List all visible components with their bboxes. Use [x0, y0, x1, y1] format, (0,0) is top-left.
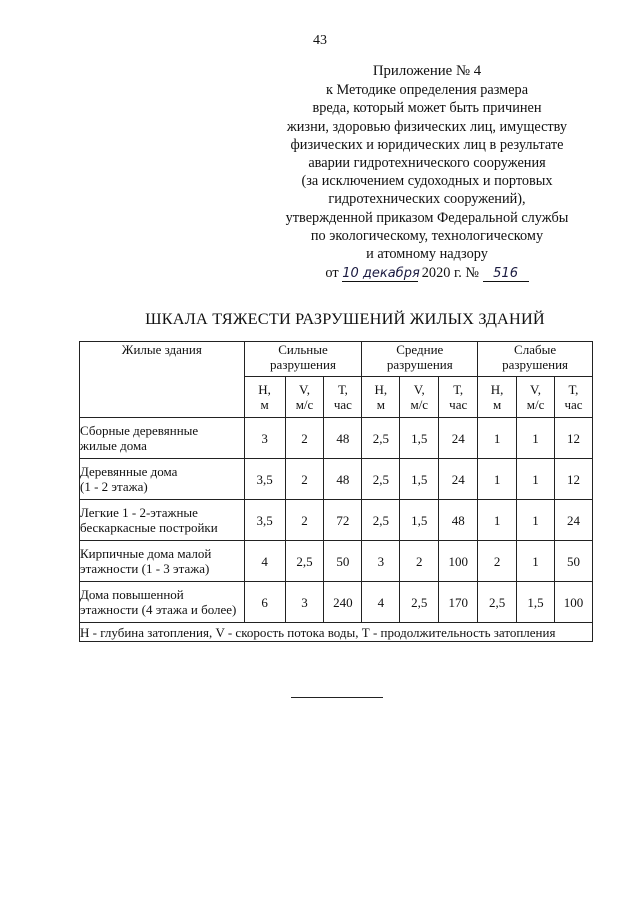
value-cell: 3	[362, 541, 400, 582]
value-cell: 100	[439, 541, 478, 582]
value-cell: 1	[478, 459, 517, 500]
value-cell: 3	[285, 582, 324, 623]
value-cell: 50	[555, 541, 593, 582]
value-cell: 2,5	[362, 459, 400, 500]
value-cell: 240	[324, 582, 362, 623]
building-type-cell: Легкие 1 - 2-этажные бескаркасные постройки	[80, 500, 245, 541]
building-type-cell: Дома повышенной этажности (4 этажа и более)	[80, 582, 245, 623]
value-cell: 1	[517, 500, 555, 541]
value-cell: 12	[555, 418, 593, 459]
value-cell: 2,5	[362, 418, 400, 459]
appendix-title: Приложение № 4	[372, 63, 482, 79]
order-from-label: от	[325, 265, 339, 282]
appendix-line: по экологическому, технологическому	[310, 227, 544, 244]
unit-header: Н, м	[478, 377, 517, 418]
order-line	[230, 264, 624, 282]
order-date-handwritten: 10 декабря	[342, 266, 420, 282]
building-type-cell: Деревянные дома (1 - 2 этажа)	[80, 459, 245, 500]
value-cell: 3,5	[244, 459, 285, 500]
appendix-line: утвержденной приказом Федеральной службы	[285, 209, 569, 226]
appendix-line: (за исключением судоходных и портовых	[301, 173, 553, 190]
value-cell: 170	[439, 582, 478, 623]
group-header-strong: Сильные разрушения	[244, 342, 362, 377]
value-cell: 2,5	[285, 541, 324, 582]
page-number: 43	[313, 33, 327, 48]
value-cell: 1,5	[400, 418, 439, 459]
value-cell: 4	[362, 582, 400, 623]
unit-header: Т, час	[324, 377, 362, 418]
appendix-header	[230, 62, 624, 282]
value-cell: 1,5	[517, 582, 555, 623]
value-cell: 2	[400, 541, 439, 582]
group-header-weak: Слабые разрушения	[478, 342, 593, 377]
value-cell: 1	[517, 418, 555, 459]
value-cell: 2,5	[400, 582, 439, 623]
appendix-line: вреда, который может быть причинен	[312, 100, 542, 117]
value-cell: 1	[517, 541, 555, 582]
table-row	[80, 582, 593, 623]
value-cell: 100	[555, 582, 593, 623]
value-cell: 72	[324, 500, 362, 541]
value-cell: 48	[324, 418, 362, 459]
closing-divider	[291, 697, 383, 698]
value-cell: 1,5	[400, 459, 439, 500]
unit-header: Н, м	[362, 377, 400, 418]
table-note: Н - глубина затопления, V - скорость потока воды, Т - продолжительность затопления	[80, 623, 593, 642]
unit-header: Т, час	[439, 377, 478, 418]
appendix-line: физических и юридических лиц в результате	[290, 136, 564, 153]
table-row	[80, 500, 593, 541]
unit-header: V, м/с	[400, 377, 439, 418]
value-cell: 1	[517, 459, 555, 500]
value-cell: 4	[244, 541, 285, 582]
value-cell: 50	[324, 541, 362, 582]
appendix-line: и атомному надзору	[366, 246, 488, 263]
value-cell: 1	[478, 500, 517, 541]
unit-header: V, м/с	[285, 377, 324, 418]
unit-header: Н, м	[244, 377, 285, 418]
table-row	[80, 418, 593, 459]
order-year-text: 2020 г. №	[421, 265, 479, 282]
value-cell: 24	[439, 418, 478, 459]
value-cell: 6	[244, 582, 285, 623]
appendix-line: к Методике определения размера	[325, 82, 529, 99]
appendix-line: гидротехнических сооружений),	[328, 191, 526, 208]
value-cell: 2	[478, 541, 517, 582]
appendix-line: жизни, здоровью физических лиц, имуществу	[286, 118, 568, 135]
value-cell: 2,5	[362, 500, 400, 541]
destruction-scale-table	[79, 341, 593, 642]
value-cell: 2	[285, 459, 324, 500]
value-cell: 12	[555, 459, 593, 500]
unit-header: Т, час	[555, 377, 593, 418]
group-header-medium: Средние разрушения	[362, 342, 478, 377]
value-cell: 3	[244, 418, 285, 459]
building-type-cell: Сборные деревянные жилые дома	[80, 418, 245, 459]
table-row	[80, 459, 593, 500]
table-title: ШКАЛА ТЯЖЕСТИ РАЗРУШЕНИЙ ЖИЛЫХ ЗДАНИЙ	[145, 309, 545, 328]
building-type-cell: Кирпичные дома малой этажности (1 - 3 этажа)	[80, 541, 245, 582]
value-cell: 2	[285, 500, 324, 541]
value-cell: 1	[478, 418, 517, 459]
appendix-line: аварии гидротехнического сооружения	[308, 155, 546, 172]
value-cell: 3,5	[244, 500, 285, 541]
value-cell: 48	[324, 459, 362, 500]
value-cell: 24	[555, 500, 593, 541]
value-cell: 1,5	[400, 500, 439, 541]
value-cell: 48	[439, 500, 478, 541]
value-cell: 24	[439, 459, 478, 500]
value-cell: 2	[285, 418, 324, 459]
table-header-row	[80, 342, 593, 377]
table-row	[80, 541, 593, 582]
value-cell: 2,5	[478, 582, 517, 623]
unit-header: V, м/с	[517, 377, 555, 418]
order-number-handwritten: 516	[483, 267, 529, 282]
column-header-buildings: Жилые здания	[80, 342, 245, 418]
table-note-row	[80, 623, 593, 642]
